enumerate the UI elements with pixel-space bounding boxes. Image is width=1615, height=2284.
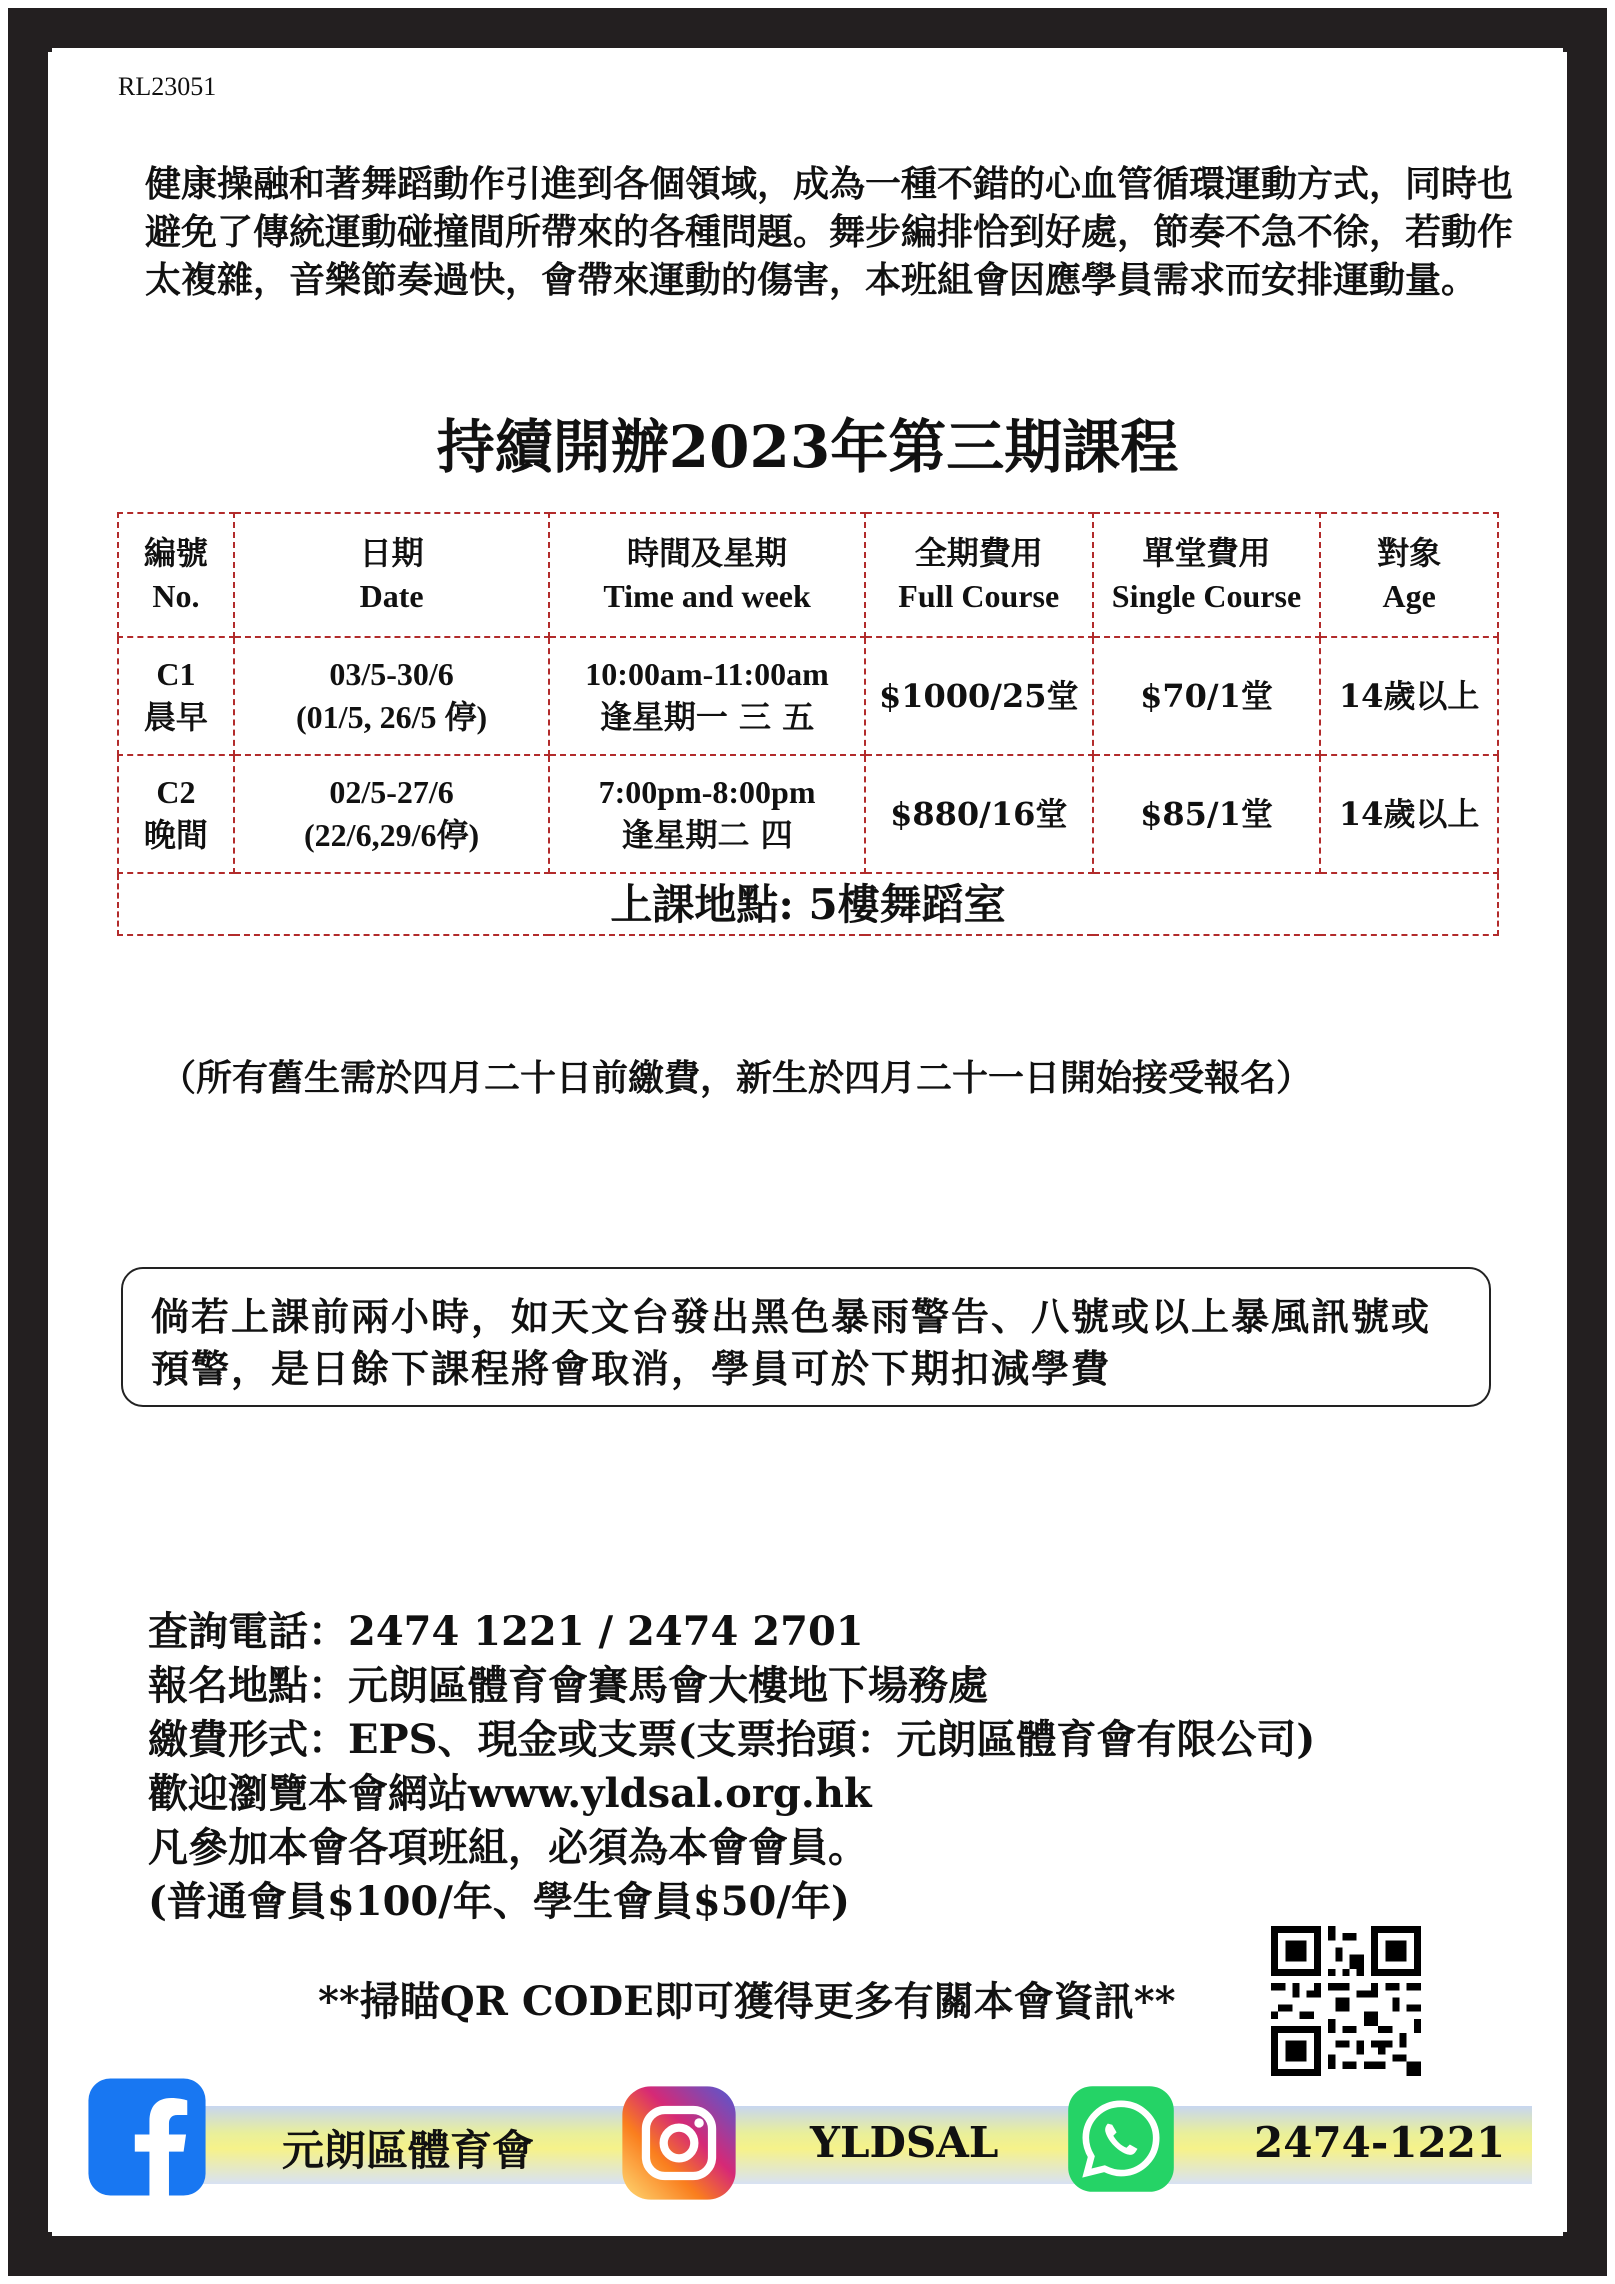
facebook-icon[interactable]: [86, 2076, 208, 2198]
frame-inner-line: [48, 52, 52, 2232]
venue-row: [118, 873, 1498, 935]
membership-line: 凡參加本會各項班組，必須為本會會員。: [148, 1824, 868, 1871]
facebook-name[interactable]: 元朗區體育會: [282, 2126, 535, 2175]
instagram-name[interactable]: YLDSAL: [810, 2118, 999, 2167]
frame-right: [1563, 52, 1607, 2232]
fees-line: (普通會員$100/年、學生會員$50/年): [148, 1878, 850, 1925]
cell-date: 03/5-30/6 (01/5, 26/5 停): [234, 637, 549, 755]
payment-notice: （所有舊生需於四月二十日前繳費，新生於四月二十一日開始接受報名）: [160, 1057, 1313, 1099]
frame-inner-line: [1563, 52, 1567, 2232]
cell-single-fee: $85/1堂: [1093, 755, 1321, 873]
header-time: 時間及星期 Time and week: [549, 513, 864, 637]
frame-bottom: [52, 2232, 1563, 2276]
cell-age: 14歲以上: [1320, 755, 1498, 873]
phone-line: 查詢電話：2474 1221 / 2474 2701: [148, 1608, 864, 1655]
location-line: 報名地點：元朗區體育會賽馬會大樓地下場務處: [148, 1662, 988, 1709]
frame-corner: [1563, 2232, 1607, 2276]
payment-line: 繳費形式：EPS、現金或支票(支票抬頭：元朗區體育會有限公司): [148, 1716, 1316, 1763]
whatsapp-number[interactable]: 2474-1221: [1254, 2118, 1506, 2167]
cell-date: 02/5-27/6 (22/6,29/6停): [234, 755, 549, 873]
qr-code-icon[interactable]: [1271, 1926, 1421, 2076]
course-table: [117, 512, 1499, 936]
cell-single-fee: $70/1堂: [1093, 637, 1321, 755]
cell-time: 10:00am-11:00am 逢星期一 三 五: [549, 637, 864, 755]
document-code: RL23051: [118, 72, 217, 101]
cell-full-fee: $1000/25堂: [865, 637, 1093, 755]
frame-left: [8, 52, 52, 2232]
header-age: 對象 Age: [1320, 513, 1498, 637]
frame-corner: [8, 8, 52, 52]
frame-inner-line: [52, 2232, 1563, 2236]
header-no: 編號 No.: [118, 513, 234, 637]
frame-top: [52, 8, 1563, 52]
weather-warning-box: 倘若上課前兩小時，如天文台發出黑色暴雨警告、八號或以上暴風訊號或預警，是日餘下課程將會取消，學員可於下期扣減學費: [121, 1267, 1491, 1407]
table-row: [118, 755, 1498, 873]
table-header-row: [118, 513, 1498, 637]
venue-cell: 上課地點: 5樓舞蹈室: [118, 873, 1498, 935]
frame-corner: [1563, 8, 1607, 52]
qr-note: **掃瞄QR CODE即可獲得更多有關本會資訊**: [318, 1978, 1176, 2025]
website-line[interactable]: 歡迎瀏覽本會網站www.yldsal.org.hk: [148, 1770, 872, 1817]
cell-age: 14歲以上: [1320, 637, 1498, 755]
contact-info: [148, 1605, 1315, 1929]
cell-time: 7:00pm-8:00pm 逢星期二 四: [549, 755, 864, 873]
whatsapp-icon[interactable]: [1066, 2084, 1176, 2194]
header-date: 日期 Date: [234, 513, 549, 637]
instagram-icon[interactable]: [620, 2084, 738, 2202]
cell-no: C2 晚間: [118, 755, 234, 873]
cell-no: C1 晨早: [118, 637, 234, 755]
frame-inner-line: [52, 48, 1563, 52]
header-single-fee: 單堂費用 Single Course: [1093, 513, 1321, 637]
header-full-fee: 全期費用 Full Course: [865, 513, 1093, 637]
cell-full-fee: $880/16堂: [865, 755, 1093, 873]
table-row: [118, 637, 1498, 755]
page-title: 持續開辦2023年第三期課程: [436, 413, 1179, 481]
intro-paragraph: 健康操融和著舞蹈動作引進到各個領域，成為一種不錯的心血管循環運動方式，同時也避免了傳統運動碰撞間所帶來的各種問題。舞步編排恰到好處，節奏不急不徐，若動作太複雜，音樂節奏過快，會帶來運動的傷害，本班組會因應學員需求而安排運動量。: [145, 163, 1514, 301]
frame-corner: [8, 2232, 52, 2276]
